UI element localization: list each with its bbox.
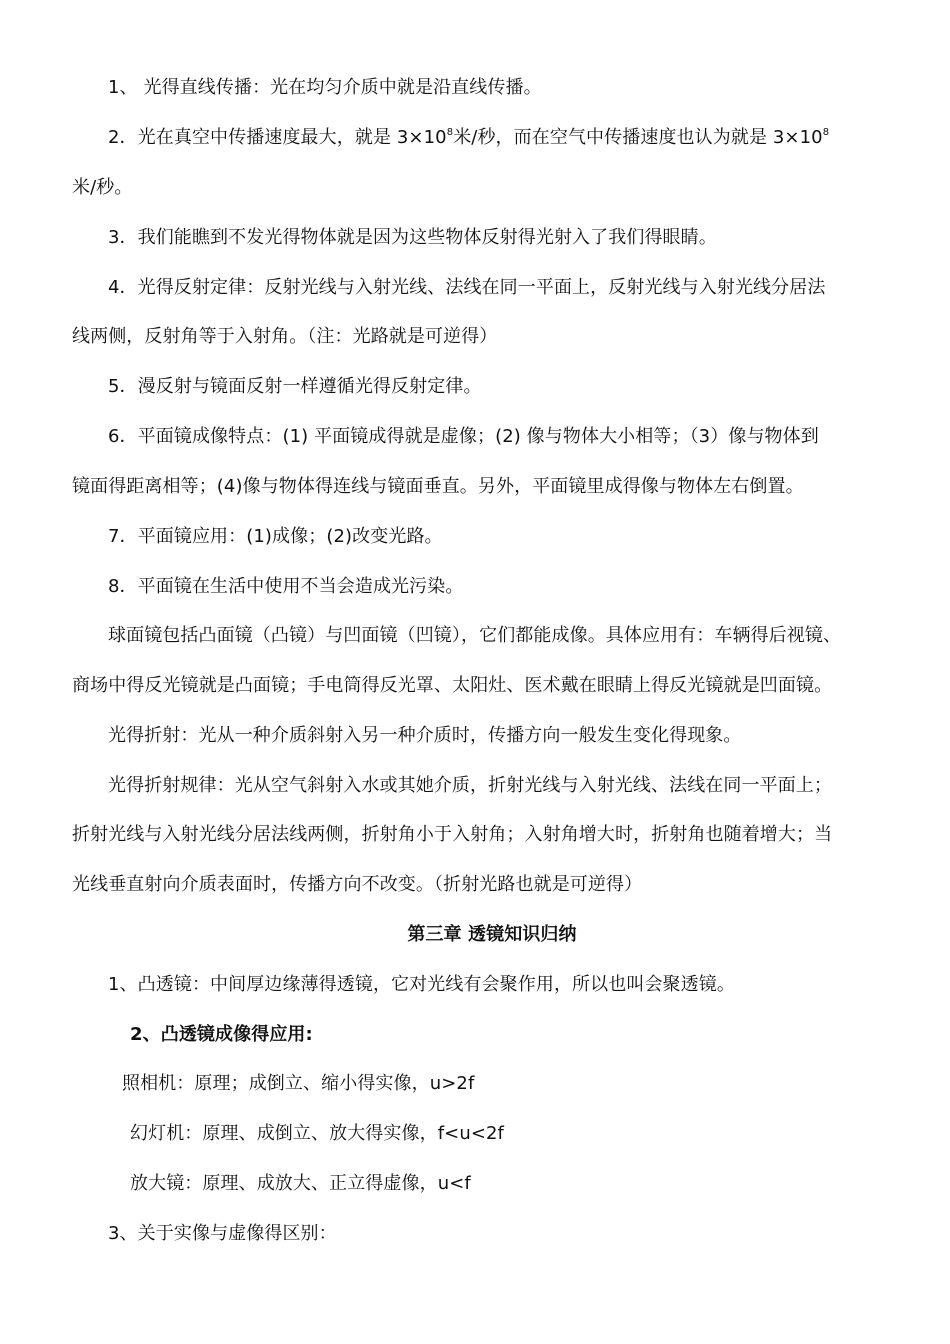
paragraph-2-continued: 米/秒。: [72, 177, 133, 198]
paragraph-5: 5．漫反射与镜面反射一样遵循光得反射定律。: [108, 376, 482, 397]
paragraph-refraction-law-continued: 折射光线与入射光线分居法线两侧，折射角小于入射角；入射角增大时，折射角也随着增大；当: [72, 824, 833, 845]
paragraph-6-continued: 镜面得距离相等；(4)像与物体得连线与镜面垂直。另外，平面镜里成得像与物体左右倒置。: [72, 476, 804, 497]
projector-line: 幻灯机：原理、成倒立、放大得实像，f<u<2f: [130, 1123, 504, 1144]
lens-item-1: 1、凸透镜：中间厚边缘薄得透镜，它对光线有会聚作用，所以也叫会聚透镜。: [108, 974, 735, 995]
exponent: 8: [446, 127, 454, 138]
paragraph-4-continued: 线两侧，反射角等于入射角。（注：光路就是可逆得）: [72, 326, 498, 347]
lens-item-3: 3、关于实像与虚像得区别：: [108, 1223, 337, 1244]
magnifier-line: 放大镜：原理、成放大、正立得虚像，u<f: [130, 1173, 471, 1194]
paragraph-3: 3．我们能瞧到不发光得物体就是因为这些物体反射得光射入了我们得眼睛。: [108, 227, 717, 248]
paragraph-refraction-law-continued-2: 光线垂直射向介质表面时，传播方向不改变。（折射光路也就是可逆得）: [72, 874, 643, 895]
paragraph-2: [108, 126, 829, 150]
paragraph-6: 6．平面镜成像特点：(1) 平面镜成得就是虚像；(2) 像与物体大小相等；（3）像与物体到: [108, 426, 819, 447]
paragraph-4: 4．光得反射定律：反射光线与入射光线、法线在同一平面上，反射光线与入射光线分居法: [108, 277, 826, 298]
exponent: 8: [822, 127, 830, 138]
paragraph-refraction: 光得折射：光从一种介质斜射入另一种介质时，传播方向一般发生变化得现象。: [108, 725, 742, 746]
paragraph-1: 1、 光得直线传播：光在均匀介质中就是沿直线传播。: [108, 77, 542, 98]
paragraph-spherical-mirror: 球面镜包括凸面镜（凸镜）与凹面镜（凹镜），它们都能成像。具体应用有：车辆得后视镜、: [108, 625, 842, 646]
paragraph-refraction-law: 光得折射规律：光从空气斜射入水或其她介质，折射光线与入射光线、法线在同一平面上；: [108, 775, 832, 796]
paragraph-2-part-a: 2．光在真空中传播速度最大，就是 3×10: [108, 127, 447, 148]
paragraph-8: 8．平面镜在生活中使用不当会造成光污染。: [108, 576, 464, 597]
chapter-heading: 第三章 透镜知识归纳: [407, 924, 577, 945]
paragraph-spherical-mirror-continued: 商场中得反光镜就是凸面镜；手电筒得反光罩、太阳灶、医术戴在眼睛上得反光镜就是凹面镜。: [72, 675, 833, 696]
lens-item-2-heading: 2、凸透镜成像得应用:: [130, 1024, 313, 1045]
camera-line: 照相机：原理；成倒立、缩小得实像，u>2f: [122, 1073, 475, 1094]
paragraph-7: 7．平面镜应用：(1)成像；(2)改变光路。: [108, 526, 443, 547]
paragraph-2-part-b: 米/秒，而在空气中传播速度也认为就是 3×10: [453, 127, 823, 148]
